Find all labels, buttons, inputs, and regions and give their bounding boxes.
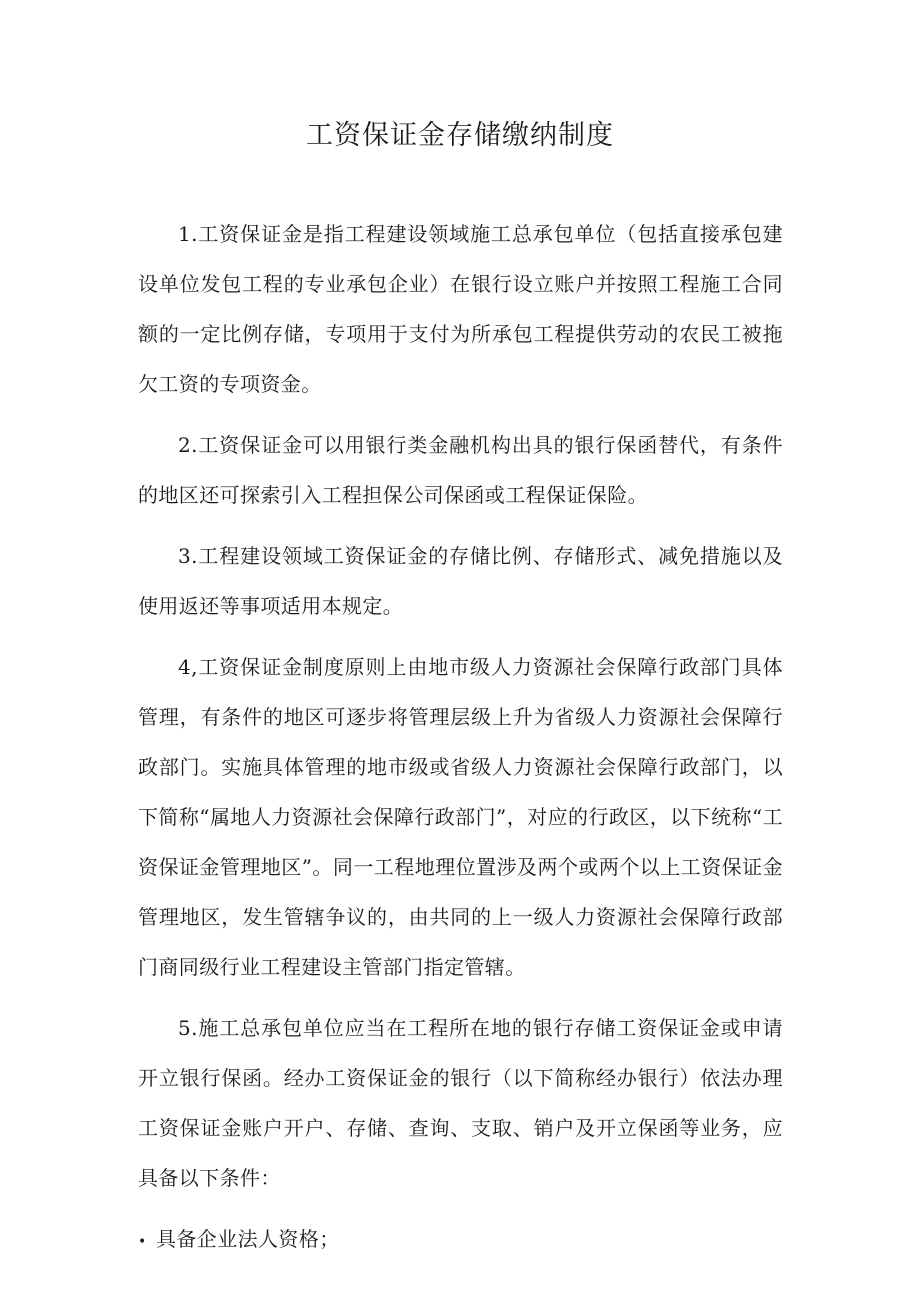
paragraph-2 (138, 420, 783, 520)
paragraph-5 (138, 1003, 783, 1203)
document-title: 工资保证金存储缴纳制度 (306, 120, 614, 151)
paragraph-text: 工资保证金可以用银行类金融机构出具的银行保函替代，有条件的地区还可探索引入工程担保公司保函或工程保证保险。 (138, 433, 783, 507)
document-body (138, 209, 783, 1267)
paragraph-number: 3. (178, 544, 198, 568)
paragraph-number: 4, (178, 655, 198, 679)
paragraph-1 (138, 209, 783, 409)
paragraph-text: 工资保证金是指工程建设领域施工总承包单位（包括直接承包建设单位发包工程的专业承包企业）在银行设立账户并按照工程施工合同额的一定比例存储，专项用于支付为所承包工程提供劳动的农民工被拖欠工资的专项资金。 (138, 222, 783, 396)
bullet-item (138, 1214, 783, 1267)
paragraph-number: 2. (178, 433, 198, 457)
paragraph-text: 工程建设领域工资保证金的存储比例、存储形式、减免措施以及使用返还等事项适用本规定。 (138, 544, 783, 618)
paragraph-text: 施工总承包单位应当在工程所在地的银行存储工资保证金或申请开立银行保函。经办工资保证金的银行（以下简称经办银行）依法办理工资保证金账户开户、存储、查询、支取、销户及开立保函等业务，应具备以下条件： (138, 1016, 783, 1190)
bullet-text: 具备企业法人资格； (156, 1227, 340, 1251)
paragraph-number: 5. (178, 1016, 198, 1040)
bullet-marker: • (138, 1234, 147, 1250)
paragraph-4 (138, 642, 783, 992)
paragraph-number: 1. (178, 222, 198, 246)
paragraph-3 (138, 531, 783, 631)
paragraph-text: 工资保证金制度原则上由地市级人力资源社会保障行政部门具体管理，有条件的地区可逐步将管理层级上升为省级人力资源社会保障行政部门。实施具体管理的地市级或省级人力资源社会保障行政部门，以下简称“属地人力资源社会保障行政部门”，对应的行政区，以下统称“工资保证金管理地区”。同一工程地理位置涉及两个或两个以上工资保证金管理地区，发生管辖争议的，由共同的上一级人力资源社会保障行政部门商同级行业工程建设主管部门指定管辖。 (138, 655, 783, 979)
